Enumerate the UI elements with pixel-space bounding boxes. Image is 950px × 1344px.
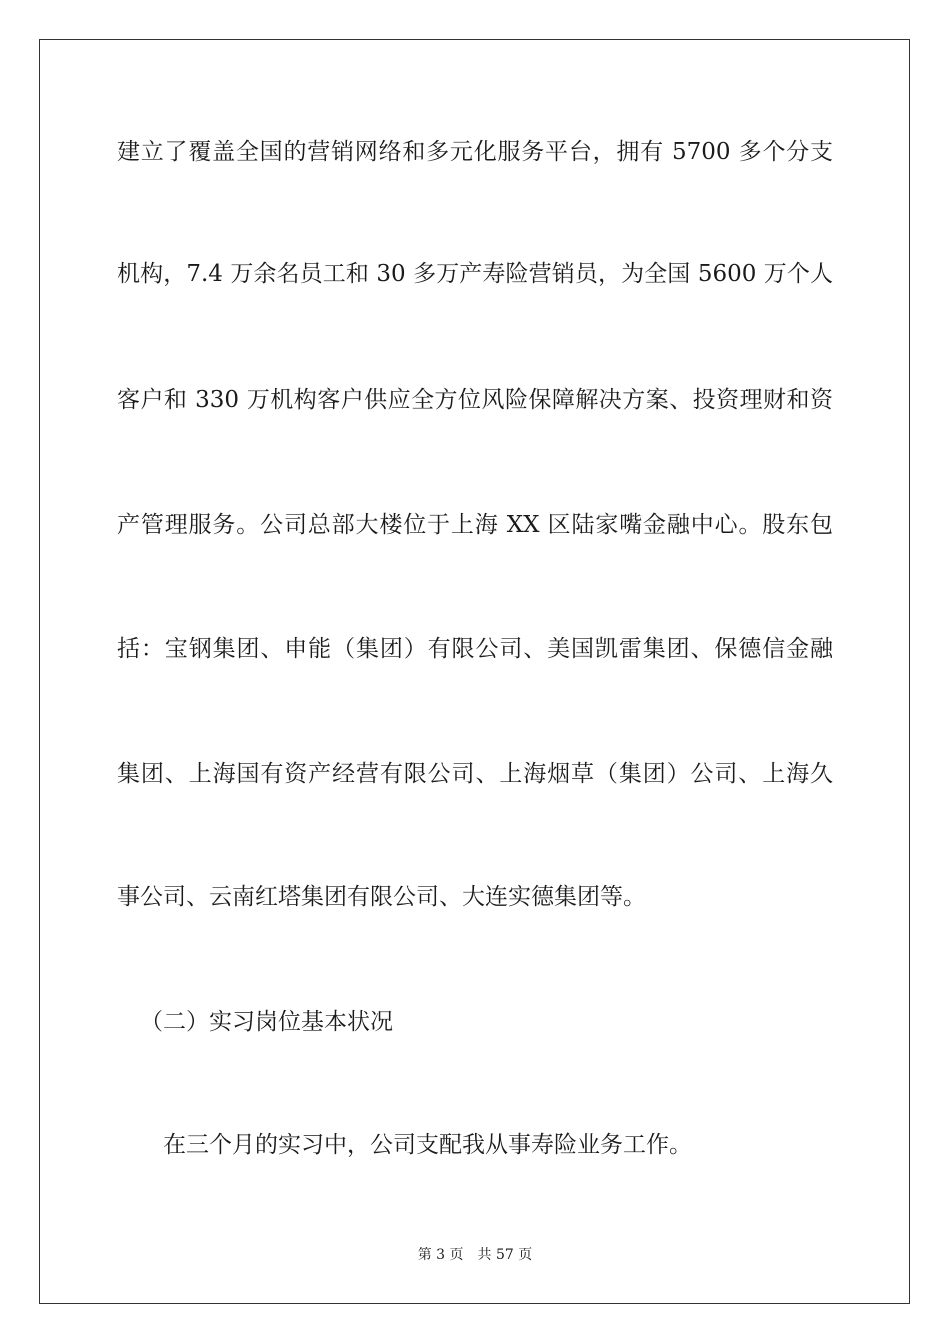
body-line-1: 建立了覆盖全国的营销网络和多元化服务平台，拥有 5700 多个分支 <box>117 139 833 165</box>
body-line-7: 事公司、云南红塔集团有限公司、大连实德集团等。 <box>117 884 646 910</box>
page-number-footer: 第 3 页 共 57 页 <box>417 1247 533 1263</box>
body-line-2: 机构，7.4 万余名员工和 30 多万产寿险营销员，为全国 5600 万个人 <box>117 261 833 287</box>
body-line-4: 产管理服务。公司总部大楼位于上海 XX 区陆家嘴金融中心。股东包 <box>117 512 833 538</box>
body-line-6: 集团、上海国有资产经营有限公司、上海烟草（集团）公司、上海久 <box>117 761 833 787</box>
body-line-5: 括：宝钢集团、申能（集团）有限公司、美国凯雷集团、保德信金融 <box>117 636 833 662</box>
section-paragraph: 在三个月的实习中，公司支配我从事寿险业务工作。 <box>163 1132 692 1158</box>
page-border <box>39 39 910 1304</box>
section-heading: （二）实习岗位基本状况 <box>140 1009 393 1035</box>
body-line-3: 客户和 330 万机构客户供应全方位风险保障解决方案、投资理财和资 <box>117 387 833 413</box>
